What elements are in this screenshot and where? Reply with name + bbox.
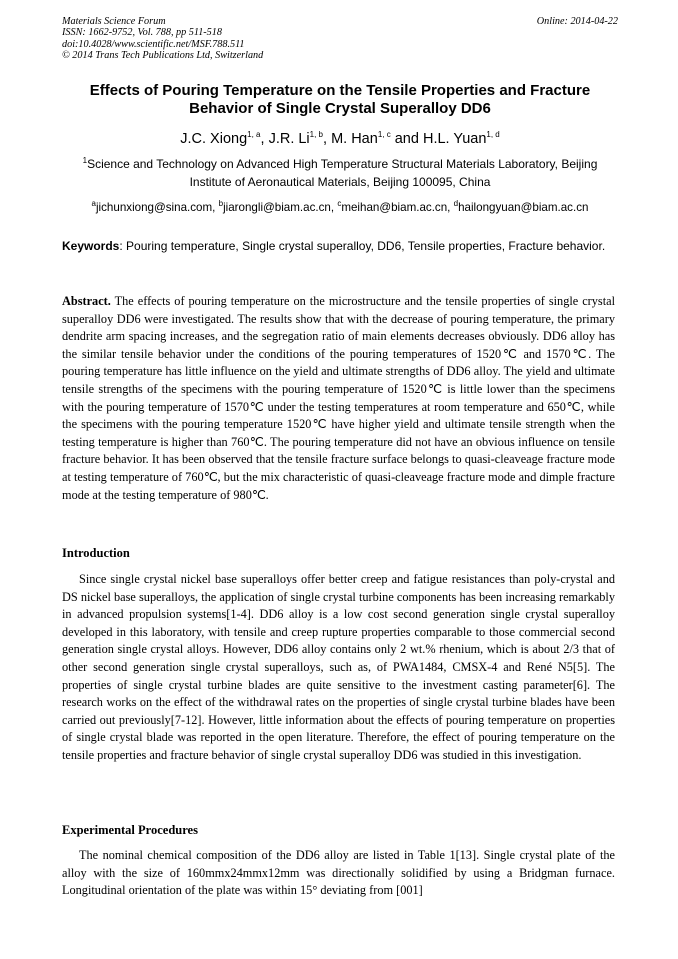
online-date: Online: 2014-04-22 — [536, 16, 618, 27]
affiliation-text: Science and Technology on Advanced High Temperature Structural Materials Laboratory, Beijing Institute of Aeronautical Materials, Beijing 100095, China — [87, 157, 598, 189]
email-separator: , — [330, 201, 338, 214]
author-separator: , — [323, 131, 332, 147]
journal-copyright: © 2014 Trans Tech Publications Ltd, Switzerland — [62, 50, 264, 62]
keywords-paragraph — [62, 238, 615, 256]
email-address: meihan@biam.ac.cn — [341, 201, 448, 214]
author-separator: and — [390, 131, 423, 147]
author-superscript: 1, a — [247, 130, 261, 140]
author-separator: , — [260, 131, 269, 147]
affiliation-superscript: 1 — [82, 156, 88, 165]
abstract-paragraph — [62, 293, 615, 504]
introduction-paragraph: Since single crystal nickel base superalloys offer better creep and fatigue resistances than poly-crystal and DS nickel base superalloys, the application of single crystal turbine components has been increasing remarkably in advanced propulsion systems[1-4]. DD6 alloy is a low cost second generation single crystal superalloy developed in this laboratory, with tensile and creep rupture properties comparable to those commercial second generation single crystal alloys. However, DD6 alloy contains only 2 wt.% rhenium, which is about 2/3 that of other second generation single crystal superalloys, such as, of PWA1484, CMSX-4 and René N5[5]. The properties of single crystal turbine blades are quite sensitive to the investment casting parameter[6]. The research works on the effect of the withdrawal rates on the properties of single crystal turbine blades have been carried out previously[7-12]. However, little information about the effects of pouring temperature on properties of single crystal blade was reported in the open literature. Therefore, the effect of pouring temperature on the tensile properties and fracture behavior of single crystal superalloy DD6 was studied in this investigation. — [62, 572, 615, 762]
journal-issn: ISSN: 1662-9752, Vol. 788, pp 511-518 — [62, 27, 222, 39]
email-separator: , — [447, 201, 454, 214]
paper-title: Effects of Pouring Temperature on the Tensile Properties and Fracture Behavior of Single Crystal Superalloy DD6 — [89, 82, 591, 117]
affiliation — [62, 156, 618, 191]
email-superscript: a — [91, 199, 96, 209]
keywords-label: Keywords — [62, 239, 120, 253]
author-name: M. Han — [331, 131, 378, 147]
journal-name: Materials Science Forum — [62, 16, 166, 27]
author-superscript: 1, d — [486, 130, 500, 140]
email-address: hailongyuan@biam.ac.cn — [458, 201, 589, 214]
journal-header — [62, 16, 618, 62]
email-superscript: c — [337, 199, 342, 209]
experimental-paragraph: The nominal chemical composition of the DD6 alloy are listed in Table 1[13]. Single crystal plate of the alloy with the size of 160mmx24mmx12mm was directionally solidified by using a Bridgman furnace. Longitudinal orientation of the plate was within 15° deviating from [001] — [62, 848, 615, 898]
author-name: J.C. Xiong — [180, 131, 248, 147]
abstract-text: The effects of pouring temperature on the microstructure and the tensile properties of single crystal superalloy DD6 were investigated. The results show that with the decrease of pouring temperature, the primary dendrite arm spacing increases, and the segregation ratio of main elements decreases obviously. DD6 alloy has the similar tensile behavior under the conditions of the pouring temperatures of 1520℃ and 1570℃. The pouring temperature has little influence on the yield and ultimate strengths of DD6 alloy. The yield and ultimate tensile strengths of the specimens with the pouring temperature of 1520℃ is little lower than the specimens with the pouring temperature of 1570℃ under the testing temperatures at room temperature and 650℃, while the specimens with the pouring temperature 1520℃ have higher yield and ultimate tensile strength when the testing temperature is higher than 760℃. The pouring temperature did not have an obvious influence on tensile fracture behavior. It has been observed that the tensile fracture surface belongs to quasi-cleaveage fracture mode at testing temperature of 760℃, but the mix characteristic of quasi-cleaveage fracture mode and dimple fracture mode at the testing temperature of 980℃. — [62, 294, 615, 502]
journal-doi: doi:10.4028/www.scientific.net/MSF.788.511 — [62, 38, 245, 50]
email-superscript: b — [218, 199, 224, 209]
introduction-heading: Introduction — [62, 546, 130, 560]
author-superscript: 1, b — [309, 130, 323, 140]
keywords-text: : Pouring temperature, Single crystal superalloy, DD6, Tensile properties, Fracture behavior. — [119, 239, 606, 253]
abstract-label: Abstract. — [62, 294, 111, 308]
email-separator: , — [212, 201, 219, 214]
author-list — [62, 130, 618, 148]
email-superscript: d — [453, 199, 459, 209]
email-address: jiarongli@biam.ac.cn — [223, 201, 331, 214]
email-list — [62, 200, 618, 215]
email-address: jichunxiong@sina.com — [95, 201, 213, 214]
author-superscript: 1, c — [377, 130, 391, 140]
author-name: H.L. Yuan — [422, 131, 487, 147]
author-name: J.R. Li — [268, 131, 310, 147]
experimental-heading: Experimental Procedures — [62, 823, 198, 837]
